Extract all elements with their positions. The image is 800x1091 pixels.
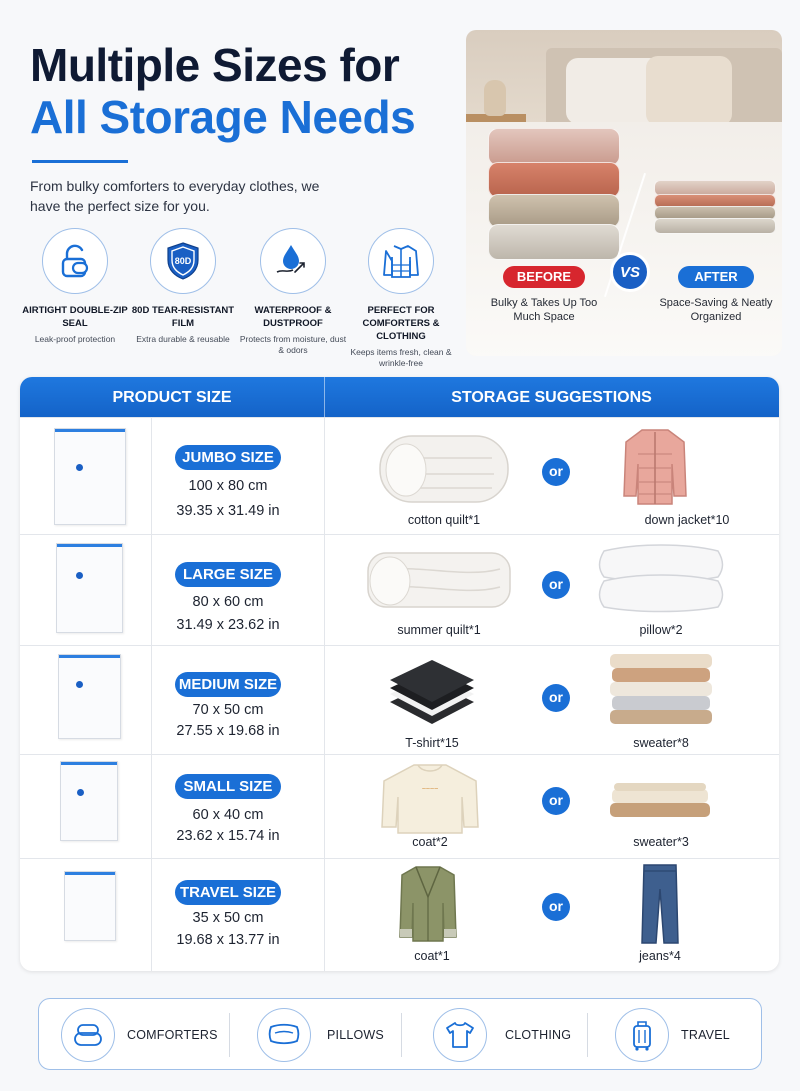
size-label: TRAVEL SIZE [175, 880, 281, 905]
feature-comforters [346, 228, 456, 369]
subtitle: From bulky comforters to everyday clothes, we have the perfect size for you. [30, 178, 320, 214]
comforter-icon [61, 1008, 115, 1062]
size-label: MEDIUM SIZE [175, 672, 281, 697]
storage-item-label: sweater*8 [633, 736, 689, 750]
jeans-icon [640, 863, 680, 950]
usage-label: CLOTHING [505, 1028, 572, 1042]
feature-desc: Extra durable & reusable [136, 334, 230, 344]
size-cm: 35 x 50 cm [192, 910, 264, 926]
size-label: SMALL SIZE [175, 774, 281, 799]
size-cm: 70 x 50 cm [192, 702, 264, 718]
header-storage-suggestions: STORAGE SUGGESTIONS [451, 389, 652, 406]
usage-bar [38, 998, 762, 1070]
headline-underline [32, 160, 128, 163]
feature-title: WATERPROOF & DUSTPROOF [254, 305, 332, 329]
header-product-size: PRODUCT SIZE [112, 389, 232, 406]
or-badge: or [542, 787, 570, 815]
sweater-stack-icon [606, 652, 716, 733]
shield-badge-text: 80D [174, 256, 192, 266]
bag-medium [58, 654, 121, 739]
storage-item-label: jeans*4 [639, 949, 681, 963]
usage-pillows [257, 999, 407, 1071]
compressed-bags [654, 180, 776, 242]
bag-small [60, 761, 118, 841]
storage-item-label: coat*1 [414, 949, 450, 963]
size-inch: 39.35 x 31.49 in [176, 503, 280, 519]
size-cm: 60 x 40 cm [192, 807, 264, 823]
pillow-icon [257, 1008, 311, 1062]
feature-waterproof [238, 228, 348, 356]
table-row [20, 534, 779, 645]
down-jacket-icon [620, 424, 690, 513]
feature-title: 80D TEAR-RESISTANT FILM [131, 305, 235, 329]
feature-title: PERFECT FOR COMFORTERS & CLOTHING [362, 305, 440, 342]
photo-vase [484, 80, 506, 116]
usage-label: COMFORTERS [127, 1028, 218, 1042]
vs-badge: VS [610, 252, 650, 292]
size-cm: 80 x 60 cm [192, 594, 264, 610]
usage-clothing [433, 999, 583, 1071]
after-badge: AFTER [678, 266, 754, 288]
usage-comforters [61, 999, 231, 1071]
before-caption: Bulky & Takes Up Too Much Space [490, 297, 598, 323]
storage-item-label: coat*2 [412, 835, 448, 849]
luggage-icon [615, 1008, 669, 1062]
size-inch: 31.49 x 23.62 in [176, 617, 280, 633]
tshirt-stack-icon [382, 652, 482, 737]
feature-desc: Protects from moisture, dust & odors [239, 334, 347, 355]
size-label: LARGE SIZE [175, 562, 281, 587]
table-row [20, 754, 779, 858]
or-badge: or [542, 458, 570, 486]
size-table [20, 377, 779, 971]
or-badge: or [542, 571, 570, 599]
feature-desc: Leak-proof protection [34, 334, 116, 344]
feature-airtight [20, 228, 130, 345]
uncompressed-bags [488, 128, 620, 264]
table-row [20, 858, 779, 971]
after-caption: Space-Saving & Neatly Organized [659, 297, 773, 323]
or-badge: or [542, 893, 570, 921]
pillow-icon [596, 541, 726, 622]
water-drop-icon [260, 228, 326, 294]
or-badge: or [542, 684, 570, 712]
feature-film [128, 228, 238, 345]
storage-item-label: sweater*3 [633, 835, 689, 849]
feature-desc: Keeps items fresh, clean & wrinkle-free [350, 347, 452, 368]
lock-icon [42, 228, 108, 294]
size-inch: 23.62 x 15.74 in [176, 828, 280, 844]
svg-text:~~~~: ~~~~ [421, 786, 439, 793]
storage-item-label: down jacket*10 [644, 513, 730, 527]
coat-sweatshirt-icon [378, 761, 482, 840]
usage-travel [615, 999, 755, 1071]
folded-sweater-icon [608, 781, 712, 826]
usage-label: PILLOWS [327, 1028, 384, 1042]
size-inch: 27.55 x 19.68 in [176, 723, 280, 739]
feature-title: AIRTIGHT DOUBLE-ZIP SEAL [22, 305, 128, 329]
table-row [20, 417, 779, 534]
usage-label: TRAVEL [681, 1028, 730, 1042]
size-label: JUMBO SIZE [175, 445, 281, 470]
photo-pillow [646, 56, 732, 126]
before-after-photo [466, 30, 782, 356]
jacket-icon [368, 228, 434, 294]
size-cm: 100 x 80 cm [188, 478, 268, 494]
shield-icon [150, 228, 216, 294]
storage-item-label: summer quilt*1 [397, 623, 481, 637]
before-badge: BEFORE [503, 266, 585, 288]
feature-list [20, 228, 460, 368]
bag-travel [64, 871, 116, 941]
headline-line1: Multiple Sizes for [30, 39, 400, 91]
bag-jumbo [54, 428, 126, 525]
blazer-icon [398, 863, 458, 948]
summer-quilt-icon [364, 545, 514, 620]
bag-large [56, 543, 123, 633]
quilt-icon [376, 430, 512, 513]
tshirt-icon [433, 1008, 487, 1062]
table-row [20, 645, 779, 754]
size-inch: 19.68 x 13.77 in [176, 932, 280, 948]
storage-item-label: pillow*2 [639, 623, 683, 637]
headline-line2: All Storage Needs [30, 91, 416, 143]
table-header [20, 377, 779, 417]
storage-item-label: T-shirt*15 [405, 736, 459, 750]
storage-item-label: cotton quilt*1 [407, 513, 481, 527]
